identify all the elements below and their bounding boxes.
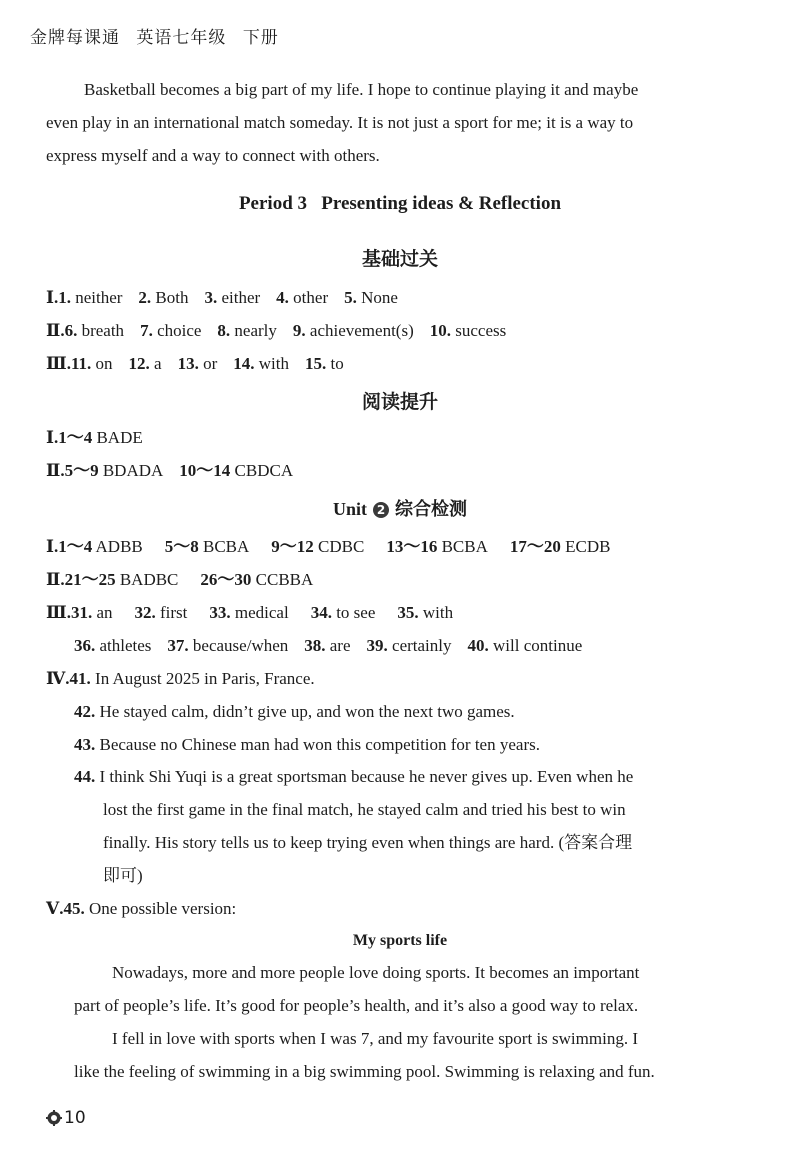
q44-line-2: lost the first game in the final match, he stayed calm and tried his best to win [103,800,626,819]
essay-title: My sports life [352,932,448,949]
unit-row-3b: 36. athletes 37. because/when 38. are 39. certainly 40. will continue [74,636,583,655]
volume: 下册 [242,28,279,48]
book-title: 金牌每课通 [30,28,120,48]
intro-line-3: express myself and a way to connect with others. [46,146,380,165]
basics-heading: 基础过关 [361,248,438,270]
unit-row-3a: Ⅲ.31. an 32. first 33. medical 34. to see 35. with [46,603,454,622]
basics-row-1: Ⅰ.1. neither 2. Both 3. either 4. other 5. None [46,288,398,307]
unit-title: 综合检测 [395,499,467,520]
unit-number-badge: 2 [373,502,389,518]
q44-line-4: 即可) [103,866,143,885]
q43: 43. Because no Chinese man had won this competition for ten years. [74,735,540,754]
essay-line-3: I fell in love with sports when I was 7, and my favourite sport is swimming. I [112,1029,638,1048]
q44-line-3: finally. His story tells us to keep trying even when things are hard. (答案合理 [103,833,633,852]
intro-line-2: even play in an international match someday. It is not just a sport for me; it is a way to [46,113,634,132]
unit-word: Unit [332,499,367,519]
q45: Ⅴ.45. One possible version: [46,899,237,918]
q42: 42. He stayed calm, didn’t give up, and won the next two games. [74,702,515,721]
basics-row-2: Ⅱ.6. breath 7. choice 8. nearly 9. achievement(s) 10. success [46,321,507,340]
gear-icon [46,1110,62,1126]
essay-line-2: part of people’s life. It’s good for people’s health, and it’s also a good way to relax. [74,996,639,1015]
unit-heading [0,499,800,520]
essay-line-1: Nowadays, more and more people love doing sports. It becomes an important [112,963,640,982]
running-header [30,28,289,48]
q41: Ⅳ.41. In August 2025 in Paris, France. [46,669,315,688]
subject: 英语七年级 [136,28,227,48]
basics-row-3: Ⅲ.11. on 12. a 13. or 14. with 15. to [46,354,344,373]
page-number: 10 [64,1108,86,1128]
intro-line-1: Basketball becomes a big part of my life. I hope to continue playing it and maybe [84,80,639,99]
unit-row-2: Ⅱ.21～25 BADBC 26～30 CCBBA [46,570,314,589]
unit-row-1: Ⅰ.1～4 ADBB 5～8 BCBA 9～12 CDBC 13～16 BCBA 17～20 ECDB [46,537,611,556]
essay-line-4: like the feeling of swimming in a big swimming pool. Swimming is relaxing and fun. [74,1062,655,1081]
period-title: Period 3 Presenting ideas & Reflection [238,193,562,214]
q44-line-1: 44. I think Shi Yuqi is a great sportsman because he never gives up. Even when he [74,767,634,786]
reading-row-1: Ⅰ.1～4 BADE [46,428,143,447]
reading-row-2: Ⅱ.5～9 BDADA 10～14 CBDCA [46,461,294,480]
reading-heading: 阅读提升 [361,391,438,413]
